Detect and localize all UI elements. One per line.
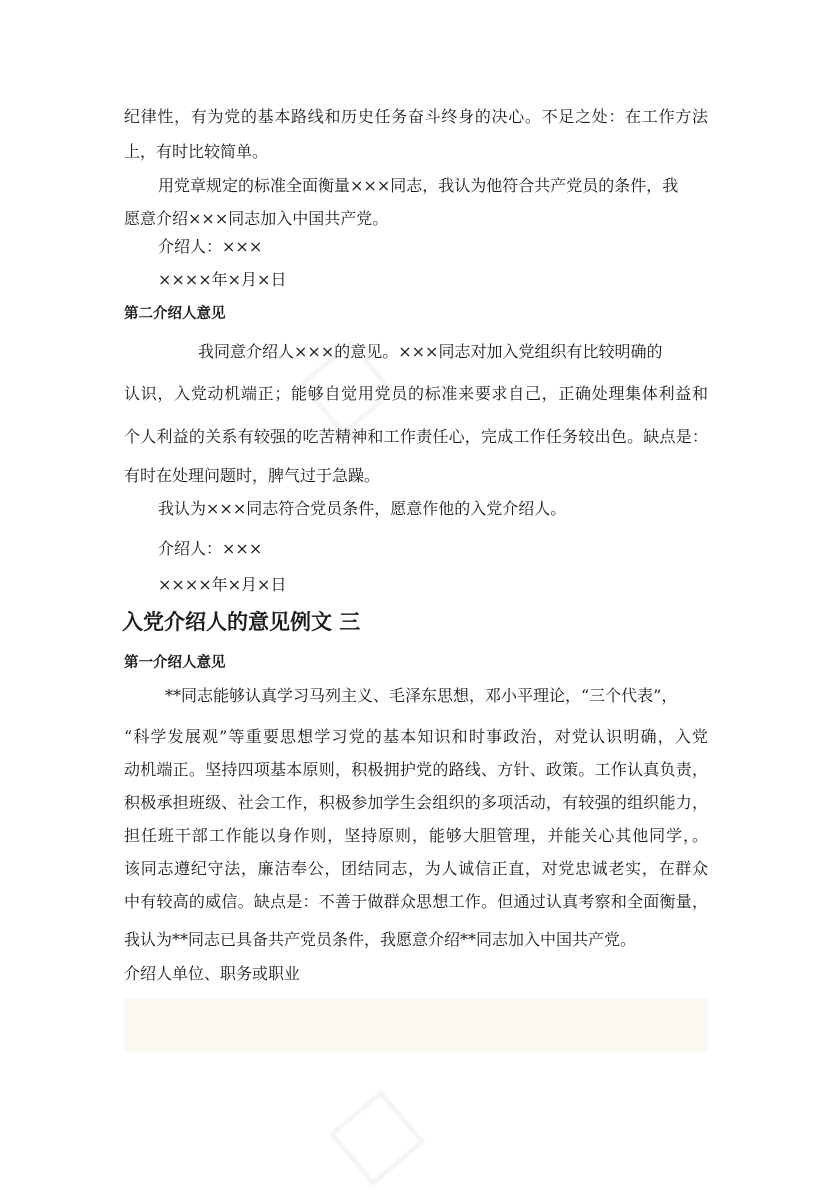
paragraph-line: 我认为×××同志符合党员条件，愿意作他的入党介绍人。 (158, 499, 567, 518)
blank-field-area (124, 998, 708, 1052)
section-heading: 入党介绍人的意见例文 三 (122, 610, 361, 634)
paragraph-line: 该同志遵纪守法，廉洁奉公，团结同志，为人诚信正直，对党忠诚老实，在群众 (124, 859, 708, 878)
section-subtitle: 第一介绍人意见 (124, 655, 226, 671)
paragraph-line: 动机端正。坚持四项基本原则，积极拥护党的路线、方针、政策。工作认真负责， (124, 760, 708, 779)
paragraph-line: “科学发展观”等重要思想学习党的基本知识和时事政治，对党认识明确，入党 (124, 727, 708, 746)
footer-label: 介绍人单位、职务或职业 (124, 964, 301, 983)
watermark: □ (306, 1064, 439, 1200)
paragraph-line: 积极承担班级、社会工作，积极参加学生会组织的多项活动，有较强的组织能力， (124, 793, 708, 812)
paragraph-line: 有时在处理问题时，脾气过于急躁。 (124, 466, 381, 485)
paragraph-line: 个人利益的关系有较强的吃苦精神和工作责任心，完成工作任务较出色。缺点是： (124, 427, 708, 446)
paragraph-line: 认识，入党动机端正；能够自觉用党员的标准来要求自己，正确处理集体利益和 (124, 384, 708, 403)
signature-date: ××××年×月×日 (158, 575, 287, 594)
paragraph-line: 用党章规定的标准全面衡量×××同志，我认为他符合共产党员的条件，我 (158, 176, 679, 195)
paragraph-line: 愿意介绍×××同志加入中国共产党。 (124, 209, 389, 228)
paragraph-line: 中有较高的威信。缺点是：不善于做群众思想工作。但通过认真考察和全面衡量， (124, 892, 708, 911)
paragraph-line: 担任班干部工作能以身作则，坚持原则，能够大胆管理，并能关心其他同学，。 (124, 826, 708, 845)
paragraph-line: 纪律性，有为党的基本路线和历史任务奋斗终身的决心。不足之处：在工作方法 (124, 107, 708, 126)
watermark: □ (276, 314, 409, 451)
signature-date: ××××年×月×日 (158, 270, 287, 289)
section-subtitle: 第二介绍人意见 (124, 306, 226, 322)
paragraph-line: 我同意介绍人×××的意见。×××同志对加入党组织有比较明确的 (198, 342, 663, 361)
paragraph-line: 上，有时比较简单。 (124, 142, 269, 161)
paragraph-line: 我认为**同志已具备共产党员条件，我愿意介绍**同志加入中国共产党。 (124, 930, 637, 949)
introducer-signature: 介绍人：××× (158, 237, 263, 256)
paragraph-line: **同志能够认真学习马列主义、毛泽东思想，邓小平理论，“三个代表”， (165, 686, 678, 705)
introducer-signature: 介绍人：××× (158, 539, 263, 558)
